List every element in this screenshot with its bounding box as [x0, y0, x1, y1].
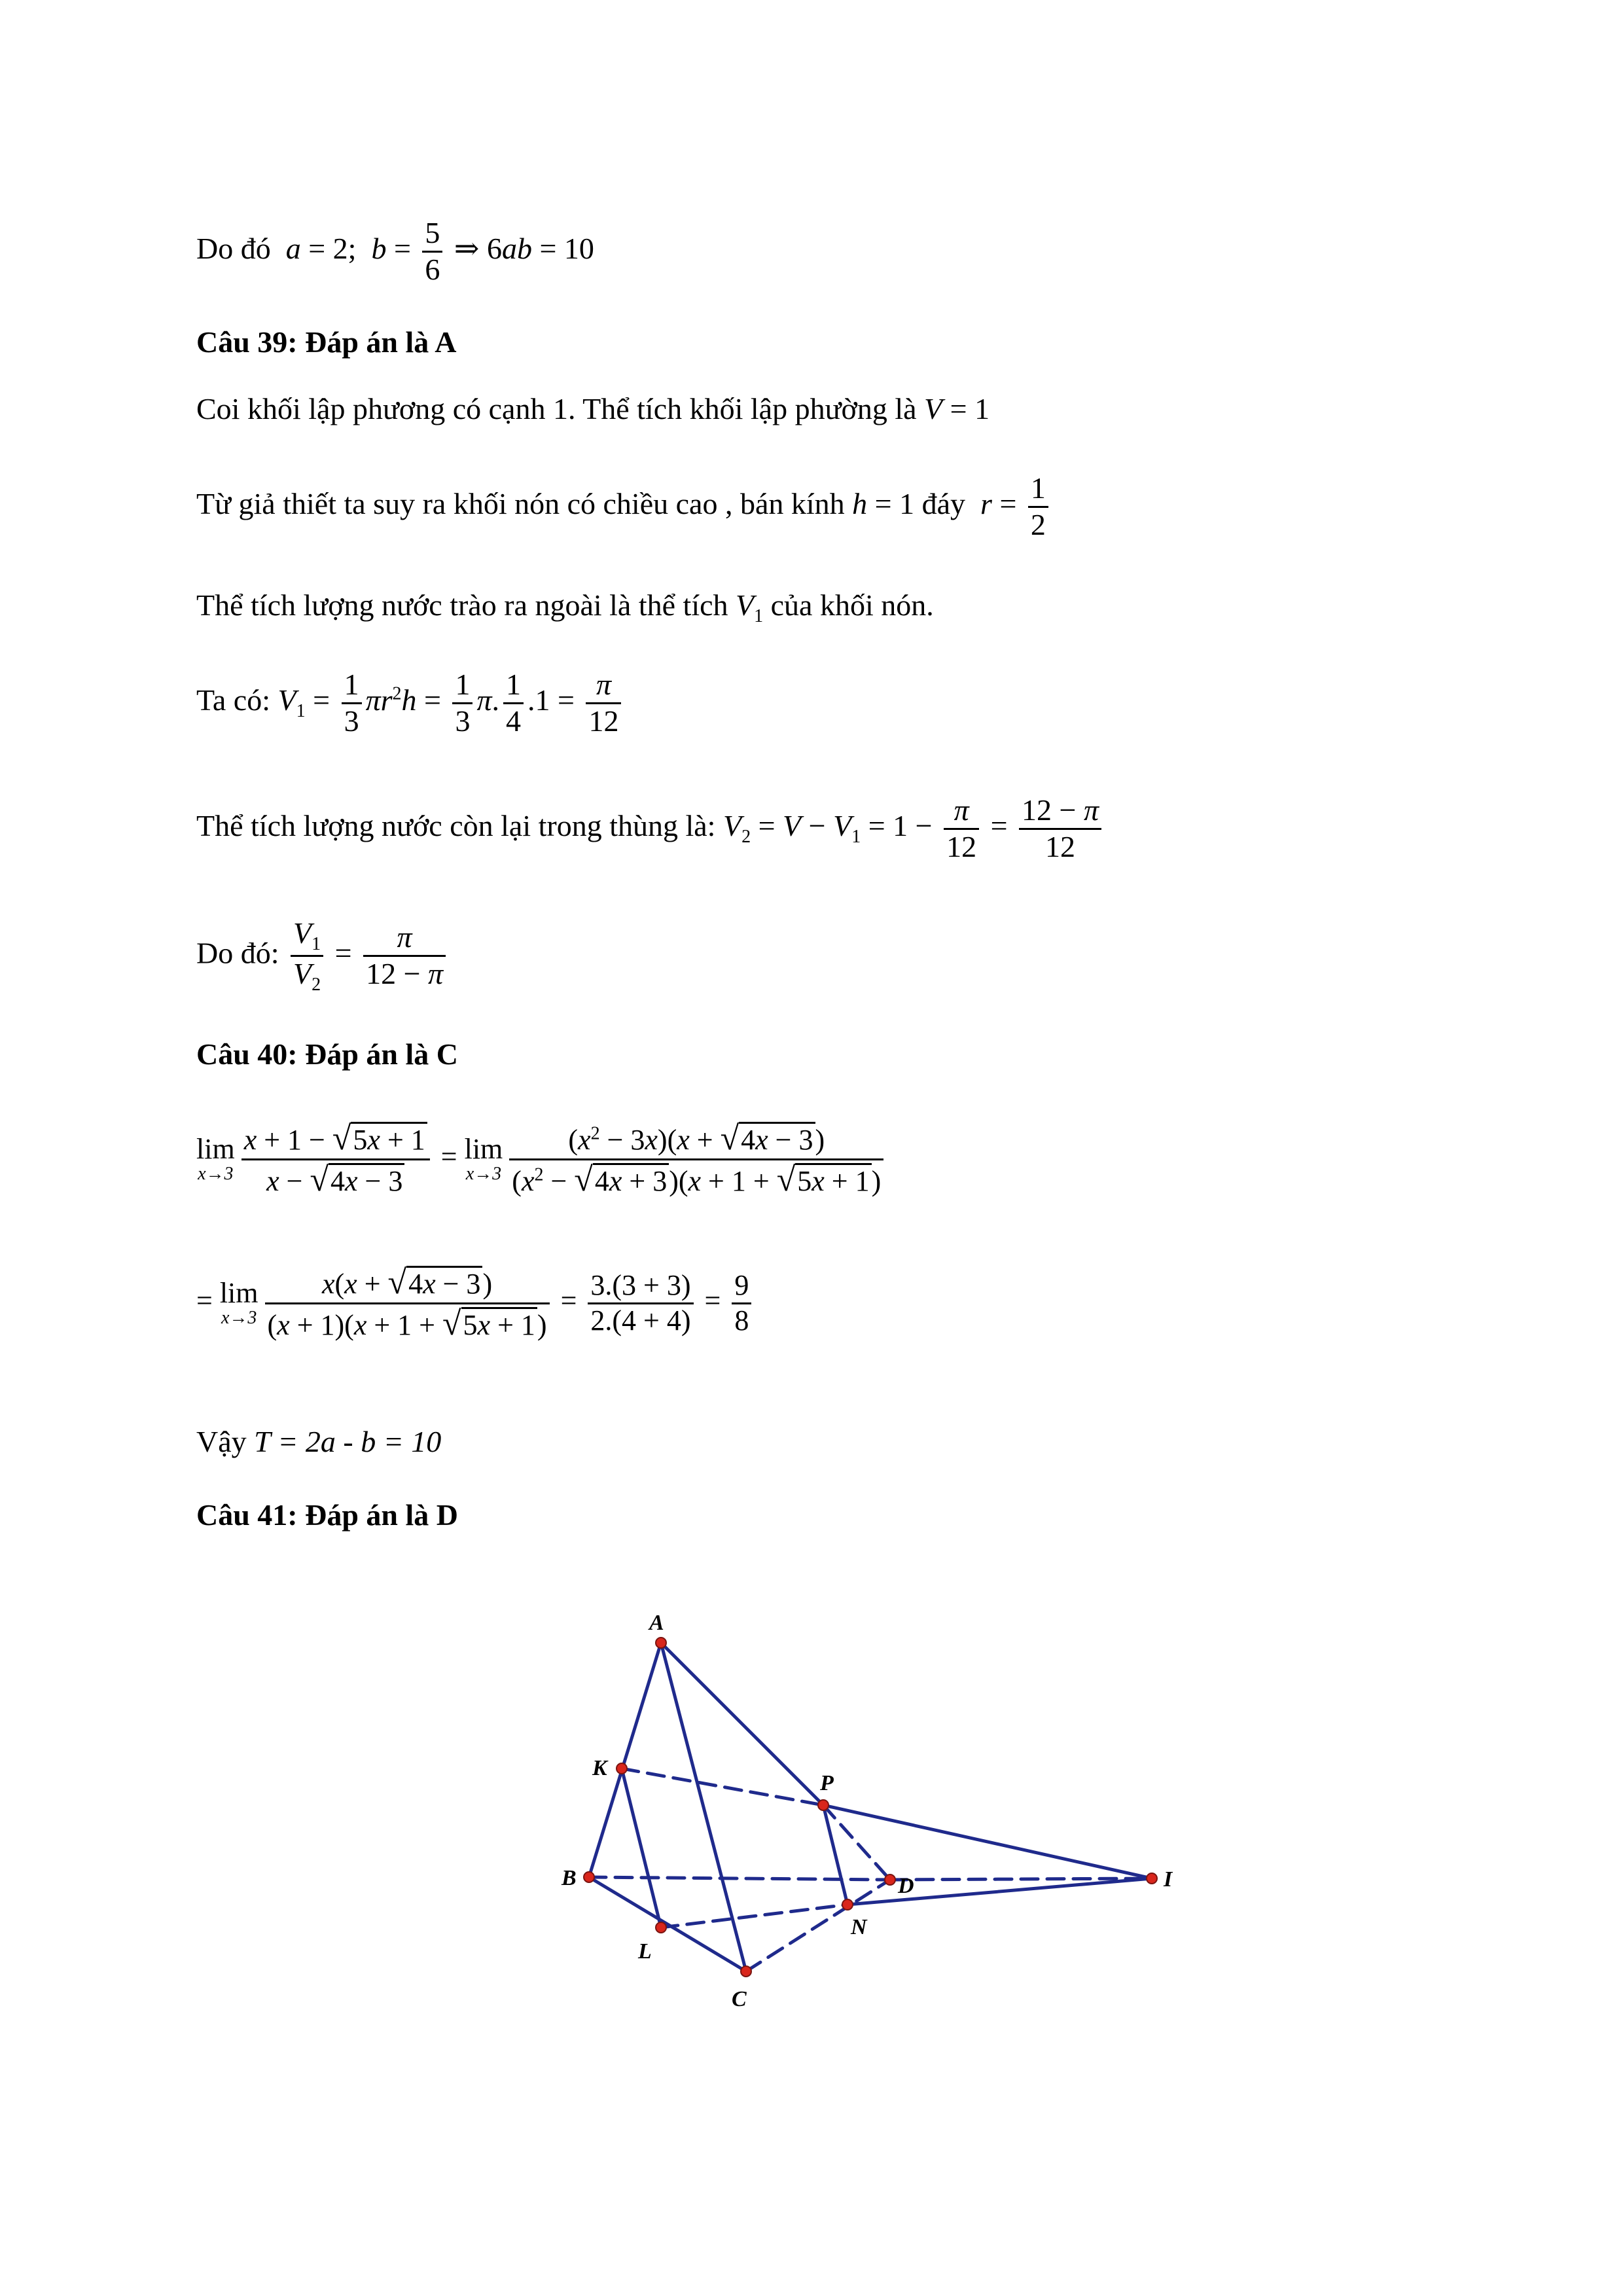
q39-line1-text: Coi khối lập phương có cạnh 1. Thể tích khối lập phường là — [196, 392, 917, 425]
q39-line4: Ta có: $V_1$ = $\frac{1}{3}$ $\pi r^2h$ = $\frac{1}{3}$ π. $\frac{1}{4}$ .1 = $\frac{\pi}{12}$ — [196, 668, 625, 739]
fraction-pi-12minus: $\frac{\pi}{12 - \pi}$ — [363, 920, 446, 992]
q40-limit-line1: lim x→3 $\frac{x + 1 - √5x + 1}{x - √4x - 3}$ = lim x→3 $\frac{(x^2 - 3x)(x + √4x - 3)}{(x^2 - √4x + 3)(x + 1 + √5x + 1)}$ — [196, 1119, 887, 1200]
point-N — [842, 1899, 853, 1910]
fraction-pi-12b: $\frac{\pi}{12}$ — [944, 793, 979, 865]
edge-BD — [589, 1877, 890, 1880]
label-P: P — [820, 1771, 834, 1795]
q39-line1: Coi khối lập phương có cạnh 1. Thể tích khối lập phường là V = 1 — [196, 392, 990, 425]
q39-line6: Do đó: $\frac{V_1}{V_2}$ = $\frac{\pi}{12 - \pi}$ — [196, 916, 450, 996]
q40-conclusion-expr: T = 2a - b = 10 — [254, 1425, 442, 1458]
q41-title: Câu 41: Đáp án là D — [196, 1498, 459, 1532]
label-C: C — [732, 1987, 747, 2011]
q39-title: Câu 39: Đáp án là A — [196, 325, 457, 359]
edge-BC — [589, 1877, 746, 1971]
fraction-12-pi: $\frac{12 - \pi}{12}$ — [1019, 793, 1101, 865]
fraction-1-3b: $\frac{1}{3}$ — [452, 668, 473, 739]
q40-title: Câu 40: Đáp án là C — [196, 1037, 459, 1071]
limit-fraction-9-8: $\frac{9}{8}$ — [732, 1269, 751, 1337]
q40-conclusion-prefix: Vậy — [196, 1425, 247, 1458]
point-P — [818, 1800, 829, 1810]
lim-1: lim x→3 — [196, 1133, 235, 1185]
pyramid-figure — [537, 1597, 1224, 2055]
label-D: D — [898, 1874, 914, 1898]
label-I: I — [1164, 1867, 1173, 1892]
q39-line5: Thể tích lượng nước còn lại trong thùng là: $V_2 = V - V_1 = 1$ − $\frac{\pi}{12}$ = $\frac{12 - \pi}{12}$ — [196, 793, 1105, 865]
limit-fraction-4: $\frac{3.(3 + 3)}{2.(4 + 4)}$ — [588, 1269, 693, 1337]
q40-limit-line2: = lim x→3 $\frac{x(x + √4x - 3)}{(x + 1)(x + 1 + √5x + 1)}$ = $\frac{3.(3 + 3)}{2.(4 + 4)}$ = $\frac{9}{8}$ — [196, 1263, 755, 1344]
edge-DI — [890, 1878, 1152, 1880]
q39-line3-text-a: Thể tích lượng nước trào ra ngoài là thể tích — [196, 588, 728, 622]
point-B — [584, 1872, 594, 1882]
q39-line2-mid: đáy — [921, 486, 966, 520]
point-A — [656, 1638, 666, 1648]
label-N: N — [851, 1915, 867, 1939]
fraction-1-2: $\frac{1}{2}$ — [1028, 471, 1048, 543]
label-K: K — [592, 1756, 607, 1780]
q39-line4-text: Ta có: — [196, 683, 271, 717]
q39-line3: Thể tích lượng nước trào ra ngoài là thể tích $V_1$ của khối nón. — [196, 588, 934, 627]
point-K — [616, 1763, 627, 1774]
limit-fraction-1: $\frac{x + 1 - √5x + 1}{x - √4x - 3}$ — [241, 1119, 430, 1200]
q39-line6-text: Do đó: — [196, 936, 279, 970]
limit-fraction-2: $\frac{(x^2 - 3x)(x + √4x - 3)}{(x^2 - √4x + 3)(x + 1 + √5x + 1)}$ — [509, 1119, 883, 1200]
fraction-pi-12: $\frac{\pi}{12}$ — [586, 668, 621, 739]
fraction-v1-v2: $\frac{V_1}{V_2}$ — [291, 916, 323, 996]
fraction-1-4: $\frac{1}{4}$ — [503, 668, 524, 739]
edge-KL — [622, 1768, 661, 1928]
lim-2: lim x→3 — [464, 1133, 503, 1185]
q39-line2-text: Từ giả thiết ta suy ra khối nón có chiều cao , bán kính — [196, 486, 845, 520]
q39-line3-text-b: của khối nón. — [770, 588, 934, 622]
fraction-1-3: $\frac{1}{3}$ — [342, 668, 362, 739]
q39-line5-text: Thể tích lượng nước còn lại trong thùng là: — [196, 808, 716, 842]
label-A: A — [649, 1611, 664, 1635]
lim-3: lim x→3 — [219, 1277, 259, 1329]
point-I — [1147, 1873, 1157, 1884]
label-L: L — [638, 1939, 652, 1964]
point-D — [885, 1874, 895, 1885]
q40-conclusion — [196, 1427, 441, 1457]
point-C — [741, 1966, 751, 1977]
edge-PI — [823, 1805, 1152, 1878]
edge-PN — [823, 1805, 847, 1905]
label-B: B — [562, 1866, 577, 1890]
point-L — [656, 1922, 666, 1933]
q39-line2: Từ giả thiết ta suy ra khối nón có chiều cao , bán kính h = 1 đáy r = $\frac{1}{2}$ — [196, 471, 1052, 543]
intro-text: Do đó — [196, 231, 271, 265]
intro-line: Do đó a = 2; b = $\frac{5}{6}$ ⇒ 6ab = 10 — [196, 216, 594, 286]
edge-CD — [746, 1880, 890, 1971]
fraction-5-6: $\frac{5}{6}$ — [422, 216, 442, 287]
limit-fraction-3: $\frac{x(x + √4x - 3)}{(x + 1)(x + 1 + √5x + 1)}$ — [265, 1263, 550, 1344]
